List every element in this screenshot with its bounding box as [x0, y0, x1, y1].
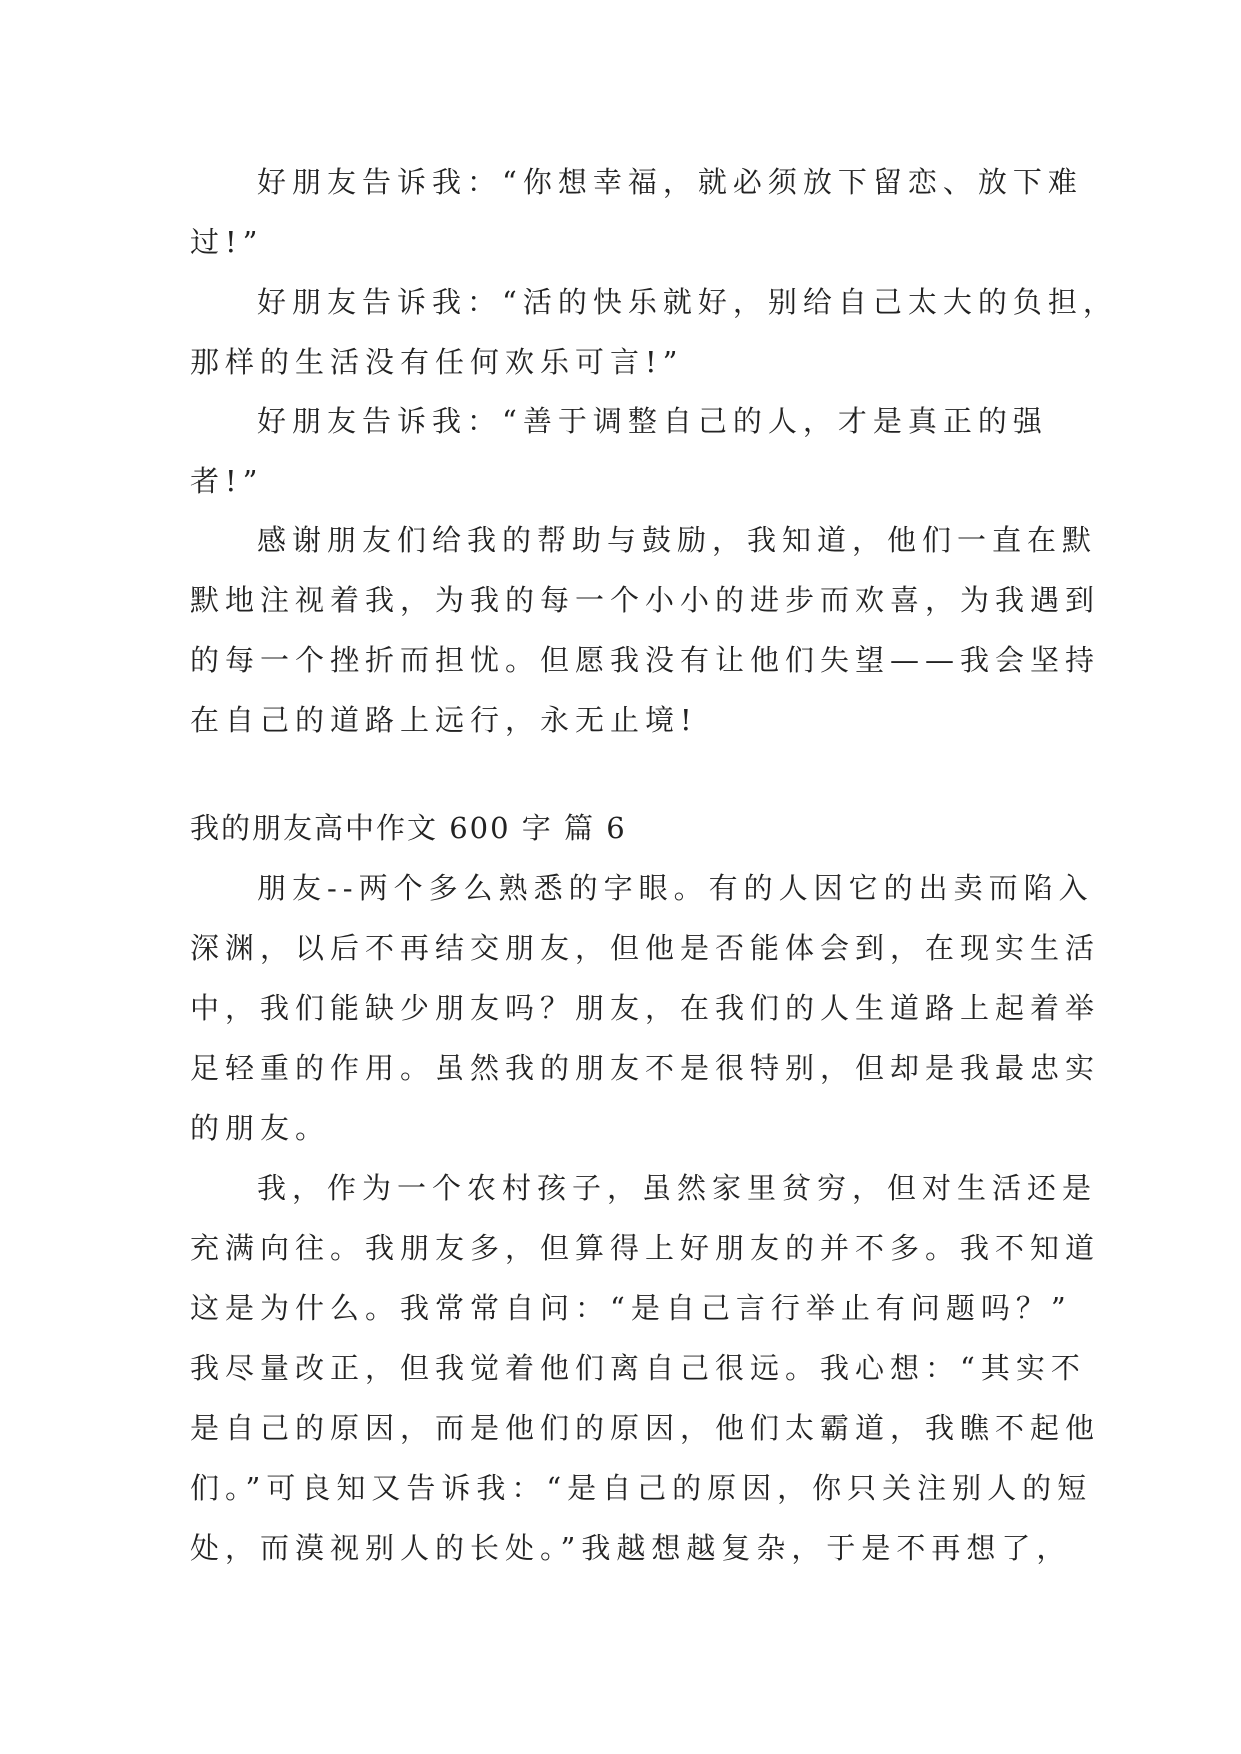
- paragraph-6-line-1: 我，作为一个农村孩子，虽然家里贫穷，但对生活还是: [257, 1171, 1098, 1205]
- paragraph-2-line-2: 那样的生活没有任何欢乐可言!”: [190, 345, 684, 379]
- paragraph-5-line-3: 中，我们能缺少朋友吗？朋友，在我们的人生道路上起着举: [190, 991, 1101, 1025]
- paragraph-4-line-4: 在自己的道路上远行，永无止境!: [190, 703, 698, 737]
- paragraph-6-line-3: 这是为什么。我常常自问：“是自己言行举止有问题吗？”: [190, 1291, 1072, 1325]
- paragraph-5-line-5: 的朋友。: [190, 1111, 331, 1145]
- paragraph-1-line-1: 好朋友告诉我：“你想幸福，就必须放下留恋、放下难: [257, 165, 1083, 199]
- paragraph-6-line-4: 我尽量改正，但我觉着他们离自己很远。我心想：“其实不: [190, 1351, 1086, 1385]
- paragraph-2-line-1: 好朋友告诉我：“活的快乐就好，别给自己太大的负担，: [257, 285, 1118, 319]
- paragraph-6-line-6: 们。”可良知又告诉我：“是自己的原因，你只关注别人的短: [190, 1471, 1093, 1505]
- paragraph-4-line-1: 感谢朋友们给我的帮助与鼓励，我知道，他们一直在默: [257, 523, 1098, 557]
- paragraph-4-line-3: 的每一个挫折而担忧。但愿我没有让他们失望——我会坚持: [190, 643, 1101, 677]
- paragraph-6-line-5: 是自己的原因，而是他们的原因，他们太霸道，我瞧不起他: [190, 1411, 1101, 1445]
- paragraph-6-line-2: 充满向往。我朋友多，但算得上好朋友的并不多。我不知道: [190, 1231, 1101, 1265]
- paragraph-1-line-2: 过!”: [190, 225, 264, 259]
- paragraph-6-line-7: 处，而漠视别人的长处。”我越想越复杂，于是不再想了，: [190, 1531, 1072, 1565]
- paragraph-5-line-1: 朋友--两个多么熟悉的字眼。有的人因它的出卖而陷入: [257, 871, 1094, 905]
- paragraph-4-line-2: 默地注视着我，为我的每一个小小的进步而欢喜，为我遇到: [190, 583, 1101, 617]
- paragraph-3-line-1: 好朋友告诉我：“善于调整自己的人，才是真正的强: [257, 404, 1048, 438]
- paragraph-3-line-2: 者!”: [190, 464, 264, 498]
- paragraph-5-line-4: 足轻重的作用。虽然我的朋友不是很特别，但却是我最忠实: [190, 1051, 1101, 1085]
- paragraph-5-line-2: 深渊，以后不再结交朋友，但他是否能体会到，在现实生活: [190, 931, 1101, 965]
- section-heading: 我的朋友高中作文 600 字 篇 6: [190, 811, 627, 845]
